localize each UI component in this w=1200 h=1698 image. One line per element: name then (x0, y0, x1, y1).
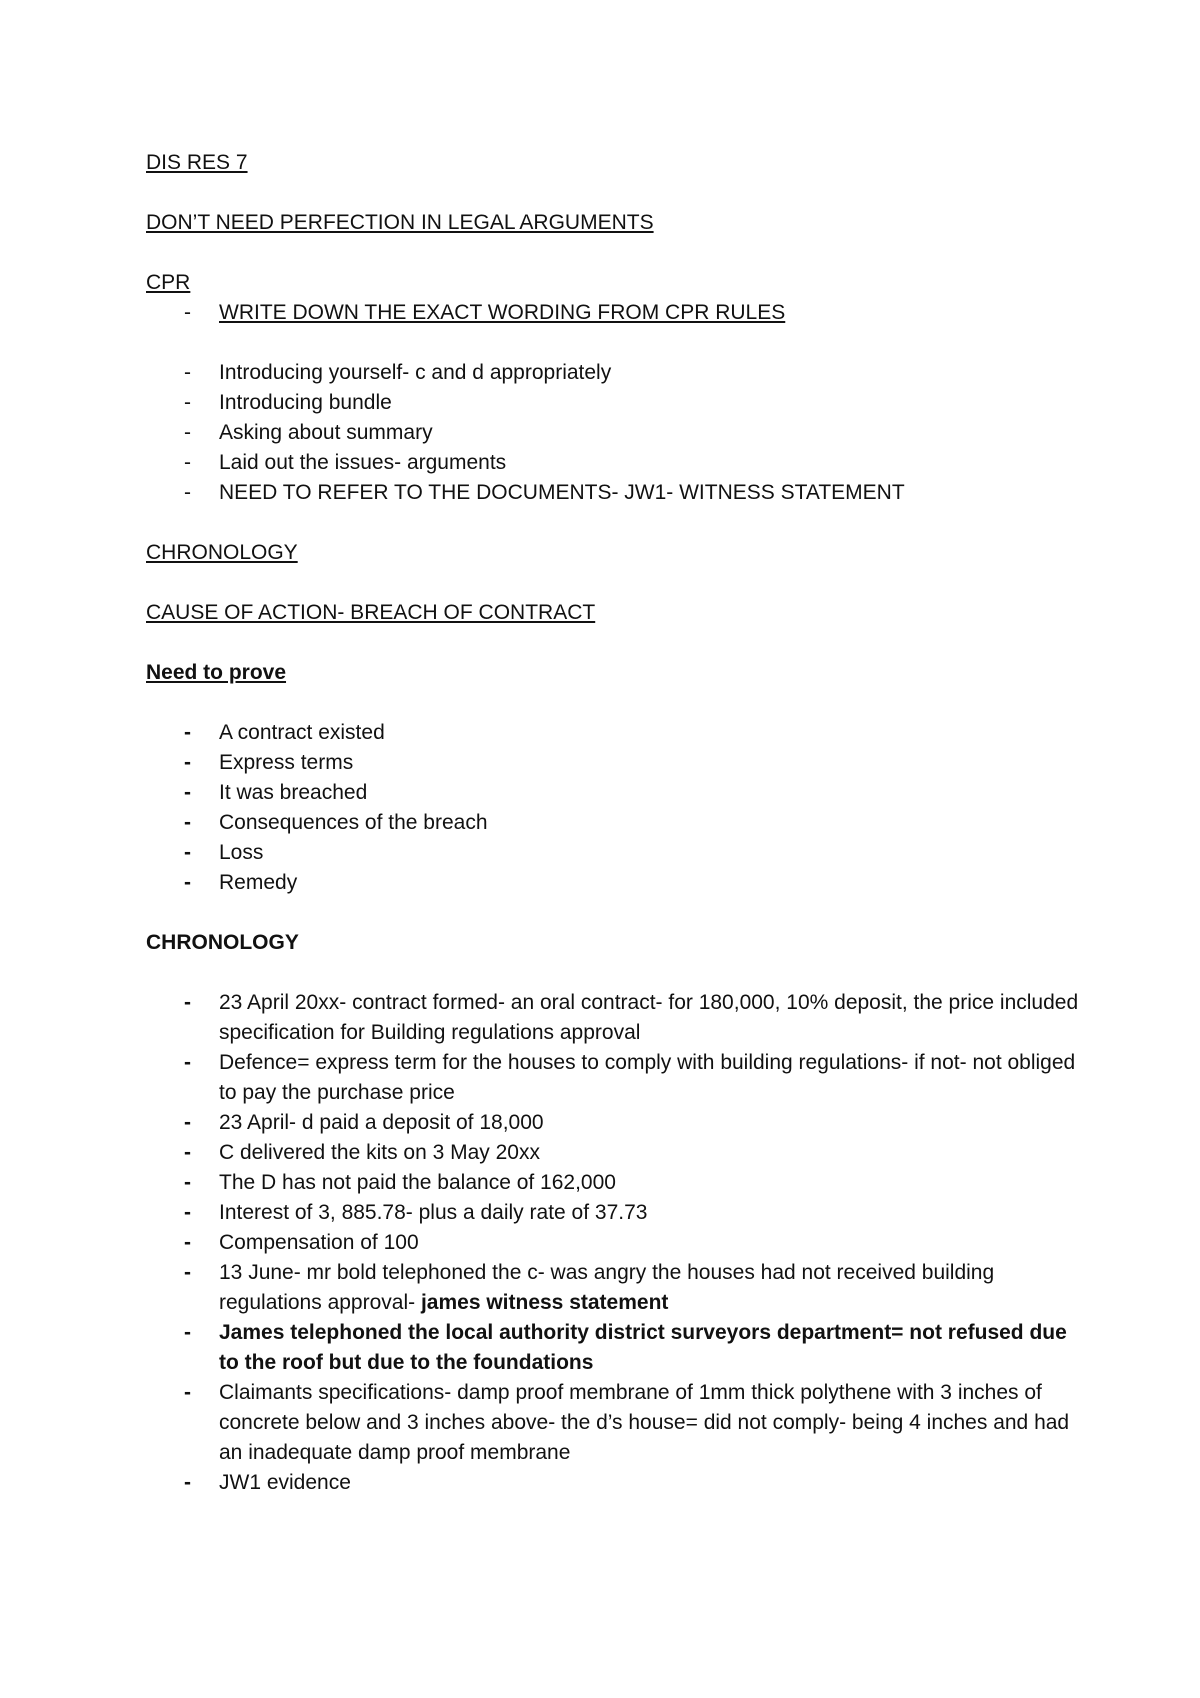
dash-bullet: - (184, 841, 191, 864)
list-item-text: C delivered the kits on 3 May 20xx (219, 1141, 540, 1164)
list-item (146, 1108, 1086, 1138)
dash-bullet: - (184, 781, 191, 804)
dash-bullet: - (184, 1471, 191, 1494)
chronology-list (146, 988, 1086, 1498)
list-item-text: Consequences of the breach (219, 811, 488, 834)
list-item-text: Claimants specifications- damp proof membrane of 1mm thick polythene with 3 inches of concrete below and 3 inches above- the d’s house= did not comply- being 4 inches and had an inadequate damp proof membrane (219, 1381, 1070, 1464)
chronology-heading: CHRONOLOGY (146, 931, 299, 954)
dash-bullet: - (184, 721, 191, 744)
list-item-text: Defence= express term for the houses to comply with building regulations- if not- not obliged to pay the purchase price (219, 1051, 1076, 1104)
list-item (146, 1258, 1086, 1318)
dash-bullet: - (184, 1171, 191, 1194)
list-item (146, 718, 1086, 748)
cpr-items-list (146, 358, 1086, 508)
list-item-text: Loss (219, 841, 264, 864)
list-item (146, 358, 1086, 388)
list-item-bold-text: james witness statement (420, 1291, 669, 1314)
list-item-text: 23 April 20xx- contract formed- an oral contract- for 180,000, 10% deposit, the price included specification for Building regulations approval (219, 991, 1079, 1044)
list-item (146, 298, 1086, 328)
list-item (146, 1228, 1086, 1258)
document-content (146, 148, 1086, 1498)
dash-bullet: - (184, 421, 191, 444)
dash-bullet: - (184, 1231, 191, 1254)
list-item (146, 1048, 1086, 1108)
list-item-text: 13 June- mr bold telephoned the c- was angry the houses had not received building regulations approval- (219, 1261, 995, 1314)
list-item-text: Remedy (219, 871, 298, 894)
cpr-note-list (146, 298, 1086, 328)
list-item-text: JW1 evidence (219, 1471, 351, 1494)
list-item (146, 808, 1086, 838)
list-item-text: It was breached (219, 781, 368, 804)
list-item-text: NEED TO REFER TO THE DOCUMENTS- JW1- WITNESS STATEMENT (219, 481, 905, 504)
list-item (146, 418, 1086, 448)
list-item (146, 778, 1086, 808)
list-item-text: 23 April- d paid a deposit of 18,000 (219, 1111, 544, 1134)
list-item-text: James telephoned the local authority district surveyors department= not refused due to the roof but due to the foundations (219, 1321, 1067, 1374)
dash-bullet: - (184, 871, 191, 894)
list-item-text: Express terms (219, 751, 354, 774)
dash-bullet: - (184, 991, 191, 1014)
dash-bullet: - (184, 1201, 191, 1224)
dash-bullet: - (184, 361, 191, 384)
dash-bullet: - (184, 451, 191, 474)
list-item-text: The D has not paid the balance of 162,000 (219, 1171, 616, 1194)
list-item-text: A contract existed (219, 721, 385, 744)
dash-bullet: - (184, 1141, 191, 1164)
list-item-text: Asking about summary (219, 421, 433, 444)
list-item (146, 1378, 1086, 1468)
list-item (146, 1198, 1086, 1228)
list-item (146, 748, 1086, 778)
list-item-text: Interest of 3, 885.78- plus a daily rate of 37.73 (219, 1201, 648, 1224)
list-item (146, 1168, 1086, 1198)
list-item (146, 1318, 1086, 1378)
cpr-note: WRITE DOWN THE EXACT WORDING FROM CPR RULES (219, 301, 786, 324)
list-item-text: Introducing yourself- c and d appropriately (219, 361, 612, 384)
need-to-prove-heading: Need to prove (146, 661, 287, 684)
dash-bullet: - (184, 1321, 191, 1344)
list-item (146, 868, 1086, 898)
dash-bullet: - (184, 1381, 191, 1404)
dash-bullet: - (184, 1111, 191, 1134)
need-to-prove-list (146, 718, 1086, 898)
chronology-heading-first: CHRONOLOGY (146, 541, 298, 564)
dash-bullet: - (184, 1051, 191, 1074)
list-item (146, 388, 1086, 418)
list-item (146, 1138, 1086, 1168)
dash-bullet: - (184, 481, 191, 504)
cause-of-action-heading: CAUSE OF ACTION- BREACH OF CONTRACT (146, 601, 596, 624)
list-item (146, 988, 1086, 1048)
dash-bullet: - (184, 811, 191, 834)
dash-bullet: - (184, 1261, 191, 1284)
list-item-text: Introducing bundle (219, 391, 392, 414)
document-title: DIS RES 7 (146, 151, 248, 174)
dash-bullet: - (184, 751, 191, 774)
list-item (146, 448, 1086, 478)
list-item-text: Compensation of 100 (219, 1231, 419, 1254)
list-item (146, 1468, 1086, 1498)
document-subtitle: DON’T NEED PERFECTION IN LEGAL ARGUMENTS (146, 211, 654, 234)
dash-bullet: - (184, 391, 191, 414)
list-item (146, 478, 1086, 508)
list-item-text: Laid out the issues- arguments (219, 451, 507, 474)
list-item (146, 838, 1086, 868)
cpr-heading: CPR (146, 271, 191, 294)
dash-bullet: - (184, 301, 191, 324)
